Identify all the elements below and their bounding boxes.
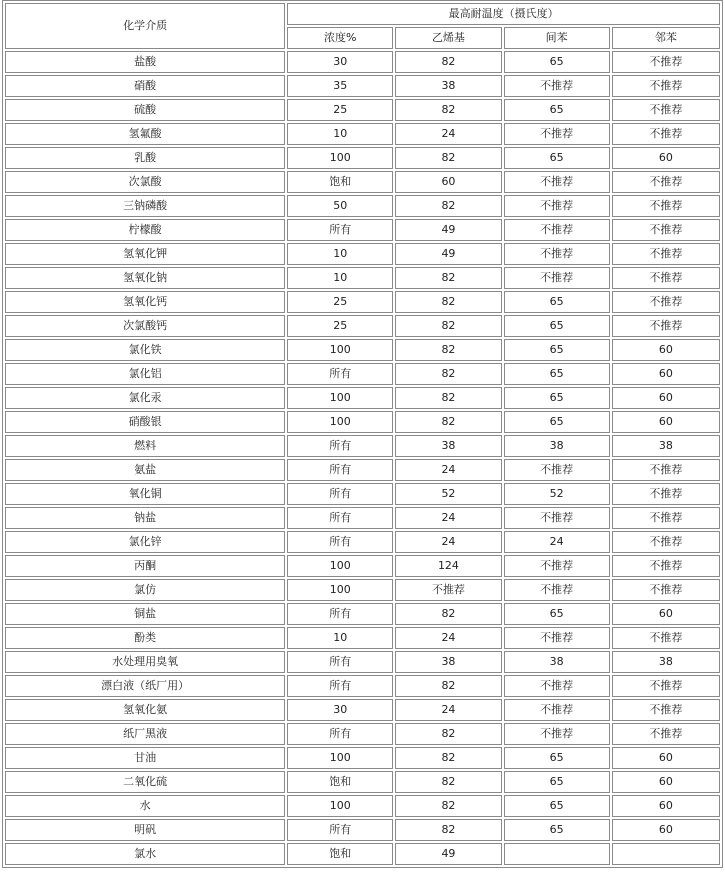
cell-chemical-medium: 乳酸: [5, 147, 285, 169]
cell-concentration: 饱和: [287, 771, 393, 793]
cell-concentration: 100: [287, 411, 393, 433]
cell-concentration: 100: [287, 387, 393, 409]
cell-vinyl-ester: 82: [395, 51, 501, 73]
cell-concentration: 100: [287, 747, 393, 769]
cell-chemical-medium: 纸厂黑液: [5, 723, 285, 745]
cell-vinyl-ester: 82: [395, 771, 501, 793]
cell-isophthalic: 不推荐: [504, 699, 610, 721]
cell-vinyl-ester: 82: [395, 339, 501, 361]
header-chemical-medium: 化学介质: [5, 3, 285, 49]
table-row: [5, 99, 720, 121]
cell-isophthalic: 不推荐: [504, 459, 610, 481]
table-row: [5, 627, 720, 649]
cell-chemical-medium: 氯水: [5, 843, 285, 865]
cell-vinyl-ester: 82: [395, 291, 501, 313]
cell-chemical-medium: 铜盐: [5, 603, 285, 625]
cell-chemical-medium: 柠檬酸: [5, 219, 285, 241]
cell-orthophthalic: 不推荐: [612, 267, 720, 289]
cell-concentration: 100: [287, 339, 393, 361]
cell-chemical-medium: 硝酸: [5, 75, 285, 97]
table-row: [5, 699, 720, 721]
cell-orthophthalic: 不推荐: [612, 459, 720, 481]
cell-orthophthalic: 不推荐: [612, 51, 720, 73]
cell-concentration: 饱和: [287, 843, 393, 865]
table-row: [5, 507, 720, 529]
cell-orthophthalic: 不推荐: [612, 627, 720, 649]
cell-chemical-medium: 氯化铝: [5, 363, 285, 385]
cell-orthophthalic: 不推荐: [612, 219, 720, 241]
cell-isophthalic: 65: [504, 603, 610, 625]
cell-orthophthalic: 不推荐: [612, 483, 720, 505]
cell-isophthalic: [504, 843, 610, 865]
cell-isophthalic: 65: [504, 291, 610, 313]
table-row: [5, 603, 720, 625]
cell-concentration: 25: [287, 99, 393, 121]
cell-orthophthalic: 60: [612, 603, 720, 625]
table-row: [5, 771, 720, 793]
table-row: [5, 435, 720, 457]
cell-vinyl-ester: 24: [395, 459, 501, 481]
cell-concentration: 100: [287, 795, 393, 817]
table-row: [5, 219, 720, 241]
cell-isophthalic: 不推荐: [504, 675, 610, 697]
cell-concentration: 10: [287, 627, 393, 649]
header-row-main: [5, 3, 720, 25]
cell-orthophthalic: 38: [612, 435, 720, 457]
cell-vinyl-ester: 24: [395, 627, 501, 649]
cell-vinyl-ester: 82: [395, 195, 501, 217]
cell-orthophthalic: 不推荐: [612, 507, 720, 529]
cell-chemical-medium: 次氯酸: [5, 171, 285, 193]
cell-vinyl-ester: 82: [395, 99, 501, 121]
table-row: [5, 147, 720, 169]
cell-isophthalic: 65: [504, 387, 610, 409]
cell-orthophthalic: 60: [612, 147, 720, 169]
table-row: [5, 411, 720, 433]
cell-isophthalic: 65: [504, 339, 610, 361]
cell-orthophthalic: 不推荐: [612, 123, 720, 145]
cell-concentration: 所有: [287, 651, 393, 673]
cell-concentration: 所有: [287, 819, 393, 841]
cell-vinyl-ester: 82: [395, 387, 501, 409]
cell-orthophthalic: 不推荐: [612, 531, 720, 553]
table-row: [5, 75, 720, 97]
cell-chemical-medium: 水: [5, 795, 285, 817]
cell-concentration: 所有: [287, 603, 393, 625]
cell-vinyl-ester: 不推荐: [395, 579, 501, 601]
cell-concentration: 所有: [287, 459, 393, 481]
cell-concentration: 100: [287, 579, 393, 601]
cell-orthophthalic: 不推荐: [612, 243, 720, 265]
cell-isophthalic: 38: [504, 651, 610, 673]
cell-chemical-medium: 氢氟酸: [5, 123, 285, 145]
cell-isophthalic: 不推荐: [504, 723, 610, 745]
cell-isophthalic: 38: [504, 435, 610, 457]
header-concentration: 浓度%: [287, 27, 393, 49]
cell-isophthalic: 不推荐: [504, 507, 610, 529]
table-row: [5, 843, 720, 865]
cell-orthophthalic: 38: [612, 651, 720, 673]
cell-isophthalic: 24: [504, 531, 610, 553]
cell-isophthalic: 不推荐: [504, 627, 610, 649]
cell-chemical-medium: 酚类: [5, 627, 285, 649]
cell-concentration: 所有: [287, 435, 393, 457]
cell-chemical-medium: 氨盐: [5, 459, 285, 481]
table-row: [5, 123, 720, 145]
cell-vinyl-ester: 38: [395, 435, 501, 457]
cell-isophthalic: 65: [504, 411, 610, 433]
cell-chemical-medium: 丙酮: [5, 555, 285, 577]
cell-isophthalic: 65: [504, 795, 610, 817]
table-row: [5, 555, 720, 577]
table-row: [5, 795, 720, 817]
table-row: [5, 339, 720, 361]
cell-vinyl-ester: 49: [395, 243, 501, 265]
cell-vinyl-ester: 82: [395, 411, 501, 433]
cell-vinyl-ester: 24: [395, 699, 501, 721]
cell-concentration: 所有: [287, 723, 393, 745]
cell-isophthalic: 65: [504, 147, 610, 169]
cell-concentration: 10: [287, 243, 393, 265]
cell-chemical-medium: 明矾: [5, 819, 285, 841]
cell-concentration: 10: [287, 123, 393, 145]
table-row: [5, 819, 720, 841]
cell-isophthalic: 65: [504, 819, 610, 841]
cell-chemical-medium: 氯化汞: [5, 387, 285, 409]
cell-vinyl-ester: 82: [395, 603, 501, 625]
cell-chemical-medium: 漂白液（纸厂用）: [5, 675, 285, 697]
cell-orthophthalic: 60: [612, 387, 720, 409]
table-row: [5, 579, 720, 601]
cell-orthophthalic: 不推荐: [612, 99, 720, 121]
cell-concentration: 35: [287, 75, 393, 97]
table-row: [5, 531, 720, 553]
cell-isophthalic: 不推荐: [504, 219, 610, 241]
cell-concentration: 100: [287, 147, 393, 169]
table-row: [5, 483, 720, 505]
cell-orthophthalic: [612, 843, 720, 865]
table-row: [5, 243, 720, 265]
cell-chemical-medium: 氧化铜: [5, 483, 285, 505]
table-row: [5, 51, 720, 73]
cell-concentration: 所有: [287, 675, 393, 697]
table-row: [5, 363, 720, 385]
cell-orthophthalic: 不推荐: [612, 723, 720, 745]
table-row: [5, 387, 720, 409]
cell-isophthalic: 不推荐: [504, 243, 610, 265]
cell-chemical-medium: 水处理用臭氧: [5, 651, 285, 673]
table-row: [5, 723, 720, 745]
chemical-resistance-table: [2, 0, 723, 868]
cell-vinyl-ester: 24: [395, 507, 501, 529]
table-row: [5, 747, 720, 769]
cell-isophthalic: 不推荐: [504, 195, 610, 217]
cell-isophthalic: 不推荐: [504, 267, 610, 289]
cell-concentration: 30: [287, 51, 393, 73]
cell-chemical-medium: 氢氧化钠: [5, 267, 285, 289]
cell-orthophthalic: 不推荐: [612, 579, 720, 601]
table-row: [5, 459, 720, 481]
cell-vinyl-ester: 60: [395, 171, 501, 193]
cell-vinyl-ester: 24: [395, 123, 501, 145]
cell-isophthalic: 65: [504, 771, 610, 793]
cell-concentration: 饱和: [287, 171, 393, 193]
cell-orthophthalic: 60: [612, 363, 720, 385]
cell-vinyl-ester: 82: [395, 147, 501, 169]
header-max-temperature: 最高耐温度（摄氏度）: [287, 3, 720, 25]
cell-chemical-medium: 氯化锌: [5, 531, 285, 553]
cell-concentration: 25: [287, 291, 393, 313]
header-isophthalic: 间苯: [504, 27, 610, 49]
cell-isophthalic: 65: [504, 747, 610, 769]
cell-concentration: 25: [287, 315, 393, 337]
table-row: [5, 171, 720, 193]
cell-vinyl-ester: 52: [395, 483, 501, 505]
cell-isophthalic: 65: [504, 315, 610, 337]
chemical-resistance-table-wrapper: [2, 0, 723, 868]
table-row: [5, 675, 720, 697]
cell-vinyl-ester: 38: [395, 75, 501, 97]
cell-orthophthalic: 不推荐: [612, 195, 720, 217]
cell-chemical-medium: 氢氧化钾: [5, 243, 285, 265]
cell-vinyl-ester: 82: [395, 675, 501, 697]
cell-concentration: 所有: [287, 363, 393, 385]
cell-vinyl-ester: 82: [395, 747, 501, 769]
cell-chemical-medium: 氯化铁: [5, 339, 285, 361]
cell-vinyl-ester: 82: [395, 795, 501, 817]
cell-orthophthalic: 不推荐: [612, 75, 720, 97]
cell-chemical-medium: 盐酸: [5, 51, 285, 73]
cell-chemical-medium: 氢氧化钙: [5, 291, 285, 313]
cell-isophthalic: 65: [504, 99, 610, 121]
cell-isophthalic: 65: [504, 363, 610, 385]
cell-orthophthalic: 60: [612, 771, 720, 793]
cell-vinyl-ester: 38: [395, 651, 501, 673]
cell-vinyl-ester: 82: [395, 363, 501, 385]
cell-concentration: 所有: [287, 219, 393, 241]
cell-isophthalic: 不推荐: [504, 171, 610, 193]
cell-vinyl-ester: 82: [395, 315, 501, 337]
cell-orthophthalic: 不推荐: [612, 291, 720, 313]
cell-orthophthalic: 不推荐: [612, 675, 720, 697]
cell-orthophthalic: 60: [612, 795, 720, 817]
cell-concentration: 50: [287, 195, 393, 217]
cell-vinyl-ester: 82: [395, 723, 501, 745]
cell-concentration: 所有: [287, 507, 393, 529]
cell-chemical-medium: 硫酸: [5, 99, 285, 121]
header-vinyl-ester: 乙烯基: [395, 27, 501, 49]
cell-orthophthalic: 60: [612, 411, 720, 433]
cell-vinyl-ester: 124: [395, 555, 501, 577]
table-row: [5, 267, 720, 289]
cell-isophthalic: 不推荐: [504, 75, 610, 97]
cell-vinyl-ester: 24: [395, 531, 501, 553]
cell-orthophthalic: 60: [612, 339, 720, 361]
cell-isophthalic: 65: [504, 51, 610, 73]
cell-chemical-medium: 钠盐: [5, 507, 285, 529]
cell-vinyl-ester: 49: [395, 219, 501, 241]
table-row: [5, 651, 720, 673]
cell-concentration: 30: [287, 699, 393, 721]
cell-isophthalic: 不推荐: [504, 579, 610, 601]
cell-orthophthalic: 60: [612, 747, 720, 769]
cell-orthophthalic: 不推荐: [612, 555, 720, 577]
cell-chemical-medium: 二氧化硫: [5, 771, 285, 793]
cell-concentration: 10: [287, 267, 393, 289]
cell-chemical-medium: 三钠磷酸: [5, 195, 285, 217]
cell-vinyl-ester: 82: [395, 267, 501, 289]
cell-vinyl-ester: 49: [395, 843, 501, 865]
cell-orthophthalic: 不推荐: [612, 315, 720, 337]
cell-isophthalic: 52: [504, 483, 610, 505]
cell-chemical-medium: 甘油: [5, 747, 285, 769]
cell-concentration: 所有: [287, 483, 393, 505]
cell-chemical-medium: 氯仿: [5, 579, 285, 601]
cell-orthophthalic: 不推荐: [612, 699, 720, 721]
cell-concentration: 100: [287, 555, 393, 577]
cell-chemical-medium: 燃料: [5, 435, 285, 457]
table-row: [5, 195, 720, 217]
cell-chemical-medium: 氢氧化氨: [5, 699, 285, 721]
cell-orthophthalic: 60: [612, 819, 720, 841]
cell-chemical-medium: 次氯酸钙: [5, 315, 285, 337]
cell-isophthalic: 不推荐: [504, 555, 610, 577]
table-row: [5, 291, 720, 313]
header-orthophthalic: 邻苯: [612, 27, 720, 49]
cell-chemical-medium: 硝酸银: [5, 411, 285, 433]
table-row: [5, 315, 720, 337]
cell-orthophthalic: 不推荐: [612, 171, 720, 193]
cell-vinyl-ester: 82: [395, 819, 501, 841]
cell-isophthalic: 不推荐: [504, 123, 610, 145]
cell-concentration: 所有: [287, 531, 393, 553]
